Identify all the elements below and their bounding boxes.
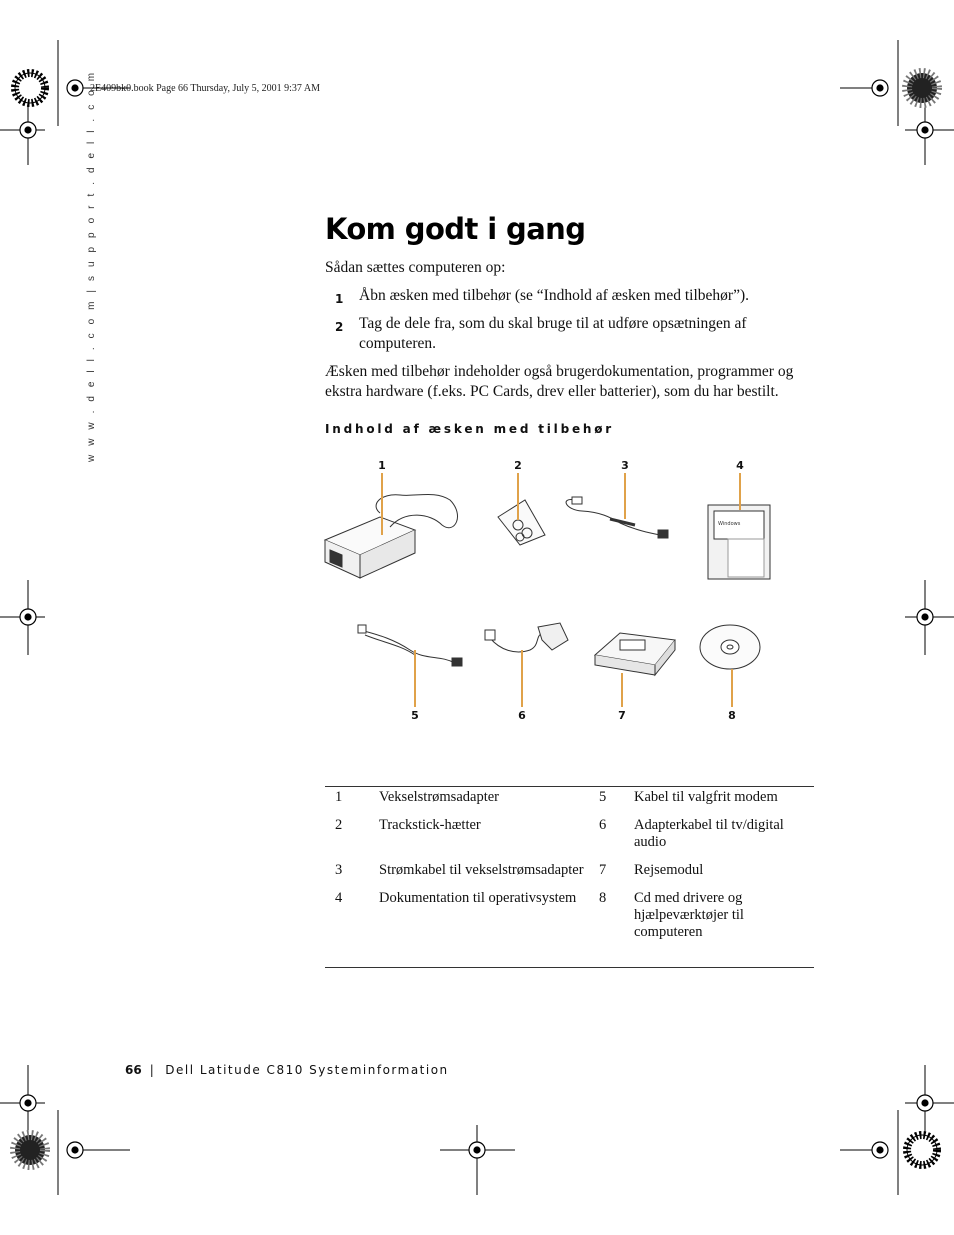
item-description: Vekselstrømsadapter — [379, 789, 499, 805]
section-heading: Indhold af æsken med tilbehør — [325, 422, 615, 436]
page-number: 66 — [125, 1063, 142, 1077]
footer-title: Dell Latitude C810 Systeminformation — [165, 1063, 449, 1077]
step-number: 2 — [335, 320, 344, 334]
item-number: 3 — [335, 862, 343, 878]
accessories-paragraph: Æsken med tilbehør indeholder også brugerdokumentation, programmer og ekstra hardware (f.eks. PC Cards, drev eller batterier), som du har bestilt. — [325, 363, 794, 400]
density-star-icon — [15, 73, 937, 1165]
figure-label: 6 — [518, 709, 526, 722]
item-description: Adapterkabel til tv/digital audio — [634, 817, 784, 850]
item-number: 5 — [599, 789, 607, 805]
item-description: Kabel til valgfrit modem — [634, 789, 778, 805]
page-title: Kom godt i gang — [325, 212, 586, 246]
intro-text: Sådan sættes computeren op: — [325, 259, 506, 276]
figure-label: 4 — [736, 459, 744, 472]
item-number: 6 — [599, 817, 607, 833]
item-number: 7 — [599, 862, 607, 878]
figure-label: 7 — [618, 709, 626, 722]
figure-label: 8 — [728, 709, 736, 722]
footer-separator: | — [149, 1063, 156, 1077]
side-url: w w w . d e l l . c o m | s u p p o r t . d e l l . c o m — [86, 69, 97, 462]
step-text: Åbn æsken med tilbehør (se “Indhold af æsken med tilbehør”). — [359, 287, 749, 304]
item-description: Dokumentation til operativsystem — [379, 890, 577, 906]
figure-label: 5 — [411, 709, 419, 722]
item-description: Trackstick-hætter — [379, 817, 481, 833]
registration-target-icon — [20, 80, 933, 1158]
file-header: 2E409bk0.book Page 66 Thursday, July 5, 2001 9:37 AM — [90, 83, 320, 94]
svg-text:Windows: Windows — [718, 521, 741, 527]
item-description: Strømkabel til vekselstrømsadapter — [379, 862, 584, 878]
figure-label: 1 — [378, 459, 386, 472]
figure-label: 3 — [621, 459, 629, 472]
item-number: 2 — [335, 817, 343, 833]
figure-label: 2 — [514, 459, 522, 472]
item-description: Rejsemodul — [634, 862, 704, 878]
step-number: 1 — [335, 292, 344, 306]
item-number: 8 — [599, 890, 607, 906]
item-number: 1 — [335, 789, 343, 805]
item-number: 4 — [335, 890, 343, 906]
step-text: Tag de dele fra, som du skal bruge til at udføre opsætningen af computeren. — [359, 315, 747, 352]
item-description: Cd med drivere og hjælpeværktøjer til computeren — [634, 890, 744, 940]
